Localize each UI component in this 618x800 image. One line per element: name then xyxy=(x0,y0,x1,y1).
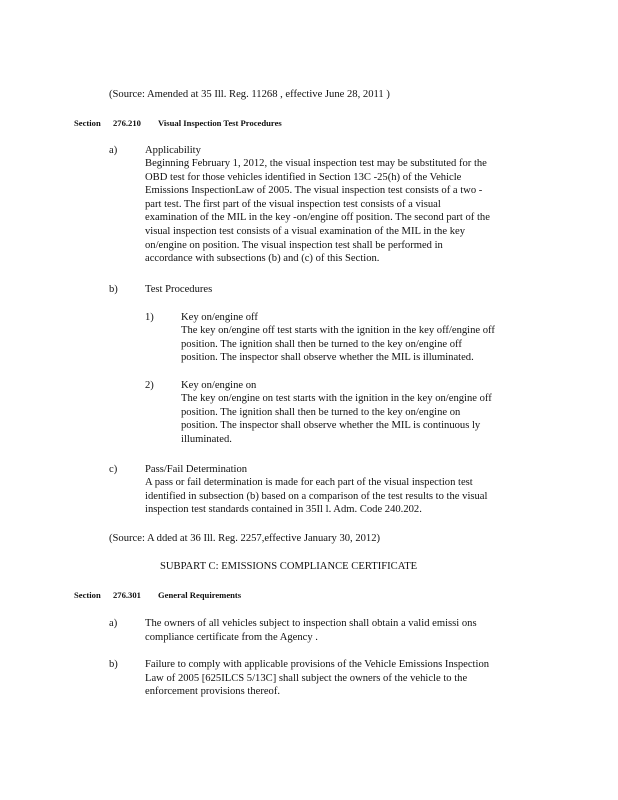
source-note-amended: (Source: Amended at 35 Ill. Reg. 11268 , effective June 28, 2011 ) xyxy=(109,89,390,100)
text-line: position. The inspector shall observe whether the MIL is illuminated. xyxy=(181,352,474,364)
text-line: position. The ignition shall then be turned to the key on/engine off xyxy=(181,338,462,350)
subsection-a-text xyxy=(145,157,490,266)
text-line: Law of 2005 [625ILCS 5/13C] shall subject the owners of the vehicle to the xyxy=(145,672,468,684)
source-note-added: (Source: A dded at 36 Ill. Reg. 2257,effective January 30, 2012) xyxy=(109,533,381,544)
subsection-c-heading: Pass/Fail Determination xyxy=(145,464,248,475)
text-line: position. The ignition shall then be turned to the key on/engine on xyxy=(181,406,461,418)
section-label: Section xyxy=(74,118,101,128)
text-line: The key on/engine off test starts with the ignition in the key off/engine off xyxy=(181,325,495,336)
subsection-c-marker: c) xyxy=(109,464,118,475)
text-line: identified in subsection (b) based on a comparison of the test results to the visual xyxy=(145,490,488,502)
text-line: illuminated. xyxy=(181,433,232,445)
subsection-a-text xyxy=(145,617,477,644)
text-line: accordance with subsections (b) and (c) of this Section. xyxy=(145,253,380,265)
item-2-marker: 2) xyxy=(145,380,154,391)
subsection-a-heading: Applicability xyxy=(145,145,201,156)
subsection-b-text xyxy=(145,658,489,699)
text-line: visual inspection test consists of a visual examination of the MIL in the key xyxy=(145,225,466,237)
subpart-title: SUBPART C: EMISSIONS COMPLIANCE CERTIFICATE xyxy=(160,561,418,572)
text-line: The owners of all vehicles subject to inspection shall obtain a valid emissi ons xyxy=(145,618,477,629)
section-number: 276.301 xyxy=(113,590,141,600)
section-title: General Requirements xyxy=(158,590,242,600)
text-line: on/engine on position. The visual inspection test shall be performed in xyxy=(145,239,443,251)
item-2-text xyxy=(181,392,492,446)
text-line: inspection test standards contained in 35Il l. Adm. Code 240.202. xyxy=(145,504,422,516)
item-1-marker: 1) xyxy=(145,312,154,323)
text-line: The key on/engine on test starts with the ignition in the key on/engine off xyxy=(181,393,492,404)
text-line: part test. The first part of the visual inspection test consists of a visual xyxy=(145,198,441,210)
text-line: Beginning February 1, 2012, the visual inspection test may be substituted for the xyxy=(145,158,487,169)
subsection-a-marker: a) xyxy=(109,618,118,629)
section-number: 276.210 xyxy=(113,118,141,128)
text-line: examination of the MIL in the key -on/engine off position. The second part of the xyxy=(145,212,490,224)
section-label: Section xyxy=(74,590,101,600)
text-line: enforcement provisions thereof. xyxy=(145,686,281,698)
text-line: Emissions InspectionLaw of 2005. The visual inspection test consists of a two - xyxy=(145,185,483,197)
item-2-heading: Key on/engine on xyxy=(181,380,257,391)
subsection-b-marker: b) xyxy=(109,284,118,295)
subsection-c-text xyxy=(145,476,487,517)
subsection-b-heading: Test Procedures xyxy=(145,284,213,295)
item-1-heading: Key on/engine off xyxy=(181,312,258,323)
subsection-b-marker: b) xyxy=(109,659,118,670)
text-line: Failure to comply with applicable provisions of the Vehicle Emissions Inspection xyxy=(145,659,490,670)
text-line: A pass or fail determination is made for each part of the visual inspection test xyxy=(145,477,473,488)
section-title: Visual Inspection Test Procedures xyxy=(158,118,282,128)
text-line: OBD test for those vehicles identified in Section 13C -25(h) of the Vehicle xyxy=(145,171,462,183)
text-line: compliance certificate from the Agency . xyxy=(145,631,318,643)
subsection-a-marker: a) xyxy=(109,145,118,156)
text-line: position. The inspector shall observe whether the MIL is continuous ly xyxy=(181,420,481,432)
item-1-text xyxy=(181,324,495,365)
